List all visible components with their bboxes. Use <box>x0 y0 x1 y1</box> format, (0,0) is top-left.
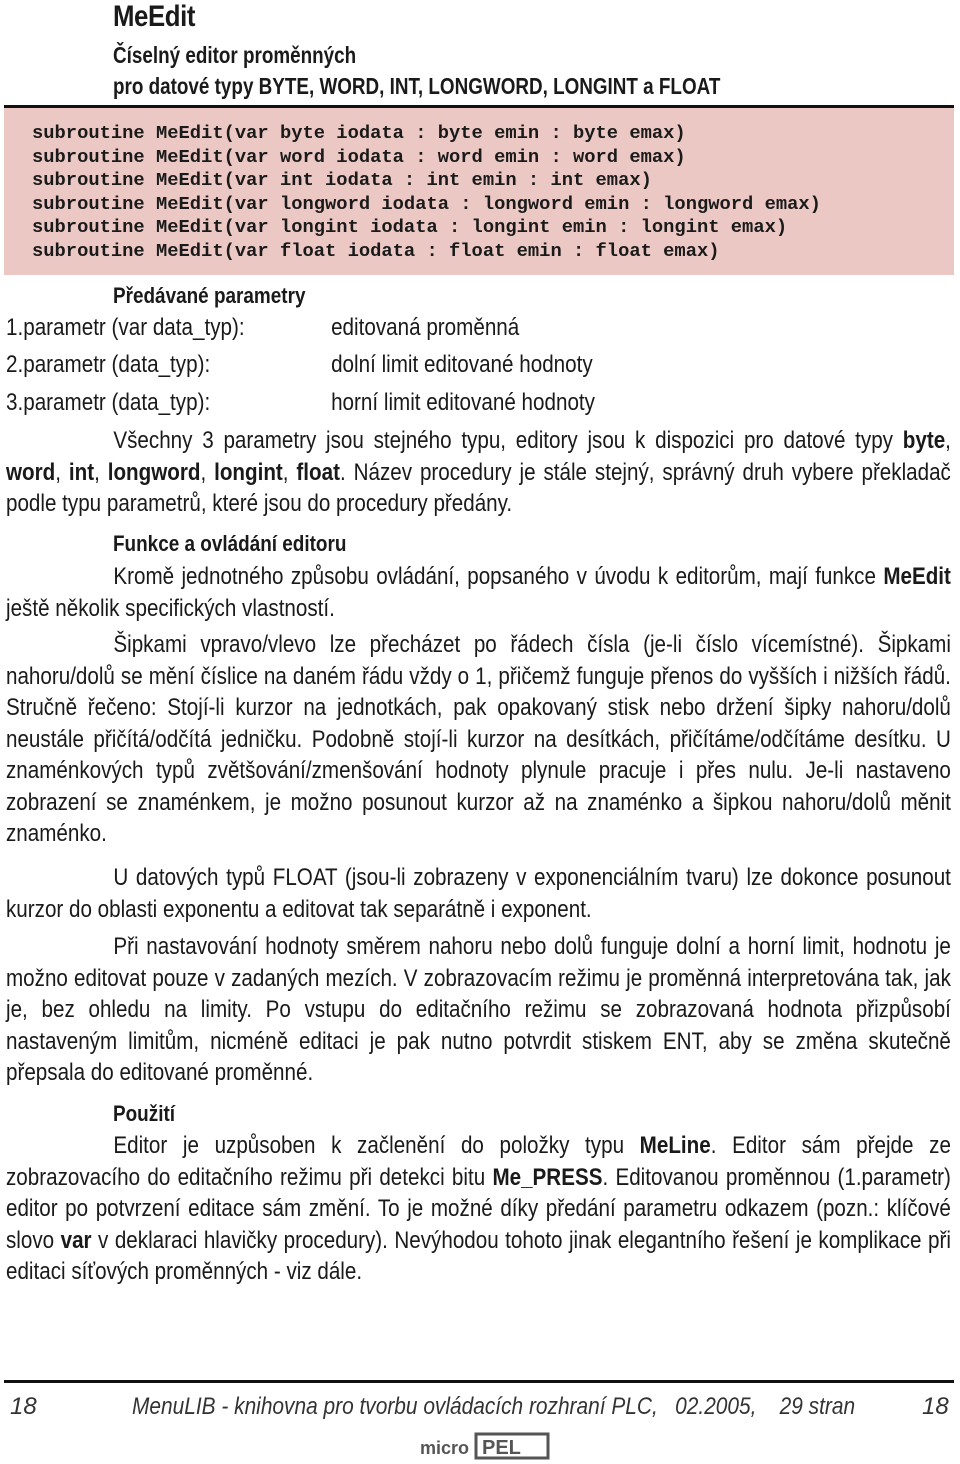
keyword: MeLine <box>639 1132 711 1159</box>
code-line: subroutine MeEdit(var word iodata : word emin : word emax) <box>32 145 686 168</box>
paragraph-arrows <box>6 629 951 850</box>
text: U datových typů FLOAT (jsou-li zobrazeny v exponenciálním tvaru) lze dokonce posunout kurzor do oblasti exponentu a editovat tak separátně i exponent. <box>6 864 951 923</box>
text: , <box>200 458 215 486</box>
param-desc: dolní limit editované hodnoty <box>331 351 593 378</box>
page-number-left: 18 <box>10 1393 37 1420</box>
subtitle-line-1: Číselný editor proměnných <box>113 42 357 68</box>
text: , <box>55 458 69 486</box>
text: , <box>94 458 108 486</box>
code-line: subroutine MeEdit(var longint iodata : longint emin : longint emax) <box>32 216 788 239</box>
micropel-logo <box>420 1432 550 1460</box>
code-line: subroutine MeEdit(var float iodata : float emin : float emax) <box>32 239 720 262</box>
code-block <box>4 105 954 275</box>
paragraph-float <box>6 862 951 925</box>
type-keyword: longword <box>107 458 201 486</box>
text: Kromě jednotného způsobu ovládání, popsaného v úvodu k editorům, mají funkce <box>113 563 884 590</box>
code-line: subroutine MeEdit(var int iodata : int emin : int emax) <box>32 169 652 192</box>
text: ještě několik specifických vlastností. <box>6 594 335 622</box>
keyword: var <box>60 1226 92 1254</box>
footer-rule <box>4 1380 954 1383</box>
svg-text:PEL: PEL <box>482 1437 521 1459</box>
text: Při nastavování hodnoty směrem nahoru nebo dolů funguje dolní a horní limit, hodnotu je možno editovat pouze v zadaných mezích. V zobrazovacím režimu je proměnná interpretována tak, jak je, bez ohledu na limity. Po vstupu do editačního režimu se zobrazovaná hodnota přizpůsobí nastaveným limitům, nicméně editaci je pak nutno potvrdit stiskem ENT, aby se změna skutečně přepsala do editované proměnné. <box>6 933 951 1086</box>
param-name: 2.parametr (data_typ): <box>6 351 211 378</box>
paragraph-types <box>6 425 951 520</box>
svg-text:micro: micro <box>420 1438 470 1458</box>
text: . Editovanou proměnnou (1.parametr) editor po potvrzení editace sám změní. To je možné díky předání parametru odkazem (pozn.: klíčové slovo <box>6 1163 951 1254</box>
page-subtitle <box>113 40 720 102</box>
page-number-right: 18 <box>922 1393 949 1420</box>
paragraph-usage <box>6 1130 951 1288</box>
function-name: MeEdit <box>883 563 951 590</box>
code-line: subroutine MeEdit(var byte iodata : byte emin : byte emax) <box>32 122 686 144</box>
footer-text: MenuLIB - knihovna pro tvorbu ovládacích rozhraní PLC, 02.2005, 29 stran <box>132 1393 856 1420</box>
param-name: 1.parametr (var data_typ): <box>6 314 245 341</box>
text: Editor je uzpůsoben k začlenění do položky typu <box>113 1132 640 1159</box>
code-line: subroutine MeEdit(var longword iodata : longword emin : longword emax) <box>32 192 821 215</box>
param-row <box>6 350 593 380</box>
params-heading: Předávané parametry <box>113 283 306 308</box>
type-keyword: longint <box>214 458 283 486</box>
param-row <box>6 388 595 418</box>
text: Všechny 3 parametry jsou stejného typu, editory jsou k dispozici pro datové typy <box>113 427 903 454</box>
text: , <box>282 458 297 486</box>
keyword: Me_PRESS <box>492 1163 603 1191</box>
type-keyword: float <box>296 458 340 486</box>
text: . Editor sám přejde ze zobrazovacího do editačního režimu při detekci bitu <box>6 1132 951 1191</box>
text: . Název procedury je stále stejný, správný druh vybere překladač podle typu parametrů, které jsou do procedury předány. <box>6 458 951 517</box>
param-name: 3.parametr (data_typ): <box>6 389 211 416</box>
type-keyword: int <box>68 458 95 486</box>
page-title: MeEdit <box>113 0 195 33</box>
param-desc: editovaná proměnná <box>331 314 520 341</box>
text: v deklaraci hlavičky procedury). Nevýhodou tohoto jinak elegantního řešení je komplikace při editaci síťových proměnných - viz dále. <box>6 1226 951 1285</box>
usage-heading: Použití <box>113 1101 176 1126</box>
paragraph-function <box>6 561 951 624</box>
type-keyword: word <box>6 458 56 486</box>
function-heading: Funkce a ovládání editoru <box>113 531 347 556</box>
param-row <box>6 313 520 343</box>
type-keyword: byte <box>902 427 946 454</box>
subtitle-line-2: pro datové typy BYTE, WORD, INT, LONGWORD, LONGINT a FLOAT <box>113 73 721 99</box>
paragraph-limits <box>6 931 951 1089</box>
text: Šipkami vpravo/vlevo lze přecházet po řádech čísla (je-li číslo vícemístné). Šipkami nahoru/dolů se mění číslice na daném řádu vždy o 1, přičemž funguje přenos do vyšších i nižších řádů. Stručně řečeno: Stojí-li kurzor na jednotkách, pak opakovaný stisk nebo držení šipky nahoru/dolů neustále přičítá/odčítá jedničku. Podobně stojí-li kurzor na desítkách, přičítáme/odčítáme desítku. U znaménkových typů zvětšování/zmenšování hodnoty plynule pracuje i přes nulu. Je-li nastaveno zobrazení se znaménkem, je možno posunout kurzor až na znaménko a šipkou nahoru/dolů měnit znaménko. <box>6 631 951 847</box>
param-desc: horní limit editované hodnoty <box>331 389 595 416</box>
text: , <box>945 427 951 454</box>
